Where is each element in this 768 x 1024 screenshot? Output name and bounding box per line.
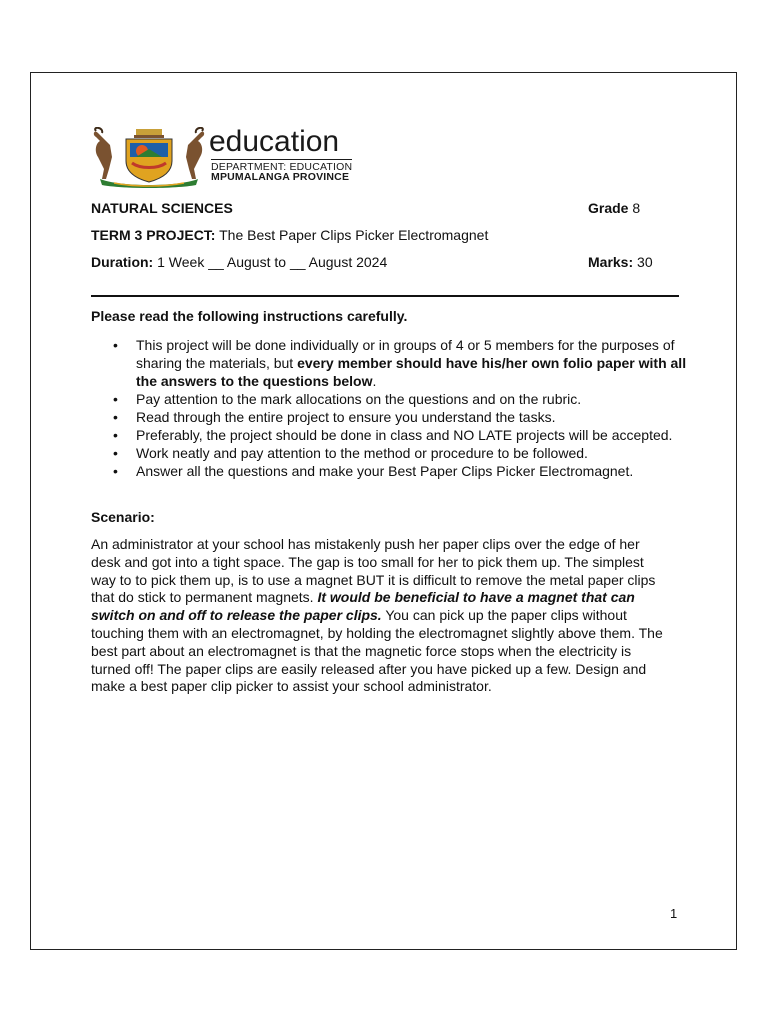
list-item: • Read through the entire project to ensure you understand the tasks. [91, 408, 691, 426]
marks-field [588, 253, 653, 271]
scenario-heading: Scenario: [91, 509, 155, 525]
brand-province: MPUMALANGA PROVINCE [211, 171, 350, 183]
brand-department-text: DEPARTMENT: EDUCATION [211, 161, 353, 173]
duration-label: Duration: [91, 254, 154, 270]
list-item: • Preferably, the project should be done in class and NO LATE projects will be accepted. [91, 426, 691, 444]
project-field [91, 226, 488, 244]
scenario-emphasis: It would be beneficial to have a magnet that can switch on and off to release the paper clips. [91, 589, 635, 624]
grade-label: Grade [588, 200, 629, 216]
item1-start: This project will be done individually or in groups of 4 or 5 members for the purposes of sharing the materials, but [136, 337, 675, 371]
scenario-text [91, 536, 671, 696]
list-item [91, 336, 691, 390]
subject-label: NATURAL SCIENCES [91, 200, 233, 216]
instructions-list [91, 336, 691, 480]
list-item: • Answer all the questions and make your Best Paper Clips Picker Electromagnet. [91, 462, 691, 480]
duration-field [91, 253, 387, 271]
header-divider [91, 295, 679, 297]
project-label: TERM 3 PROJECT: [91, 227, 216, 243]
header-logo [90, 127, 390, 189]
instructions-heading: Please read the following instructions carefully. [91, 308, 408, 324]
marks-value: 30 [633, 254, 653, 270]
list-item: • Pay attention to the mark allocations on the questions and on the rubric. [91, 390, 691, 408]
item1-bold: every member should have his/her own folio paper with all the answers to the questions below [136, 355, 687, 389]
item1-end: . [372, 373, 377, 389]
project-title: The Best Paper Clips Picker Electromagnet [215, 227, 489, 243]
grade-value: 8 [628, 200, 641, 216]
duration-value: 1 Week __ August to __ August 2024 [153, 254, 388, 270]
list-item: • Work neatly and pay attention to the method or procedure to be followed. [91, 444, 691, 462]
scenario-text-start: An administrator at your school has mistakenly push her paper clips over the edge of her desk and got into a tight space. The gap is too small for her to pick them up. The simplest way to to pick them up, is to use a magnet BUT it is difficult to remove the metal paper clips that do stick to permanent magnets. [91, 536, 656, 606]
coat-of-arms-icon [90, 127, 208, 189]
marks-label: Marks: [588, 254, 634, 270]
brand-name: education [209, 125, 340, 158]
scenario-text-end: You can pick up the paper clips without touching them with an electromagnet, by holding the electromagnet slightly above them. The best part about an electromagnet is that the magnetic force stops when the electricity is turned off! The paper clips are easily released after you have picked up a few. Design and make a best paper clip picker to assist your school administrator. [91, 607, 663, 695]
grade-field [588, 199, 640, 217]
page-number: 1 [670, 906, 678, 921]
